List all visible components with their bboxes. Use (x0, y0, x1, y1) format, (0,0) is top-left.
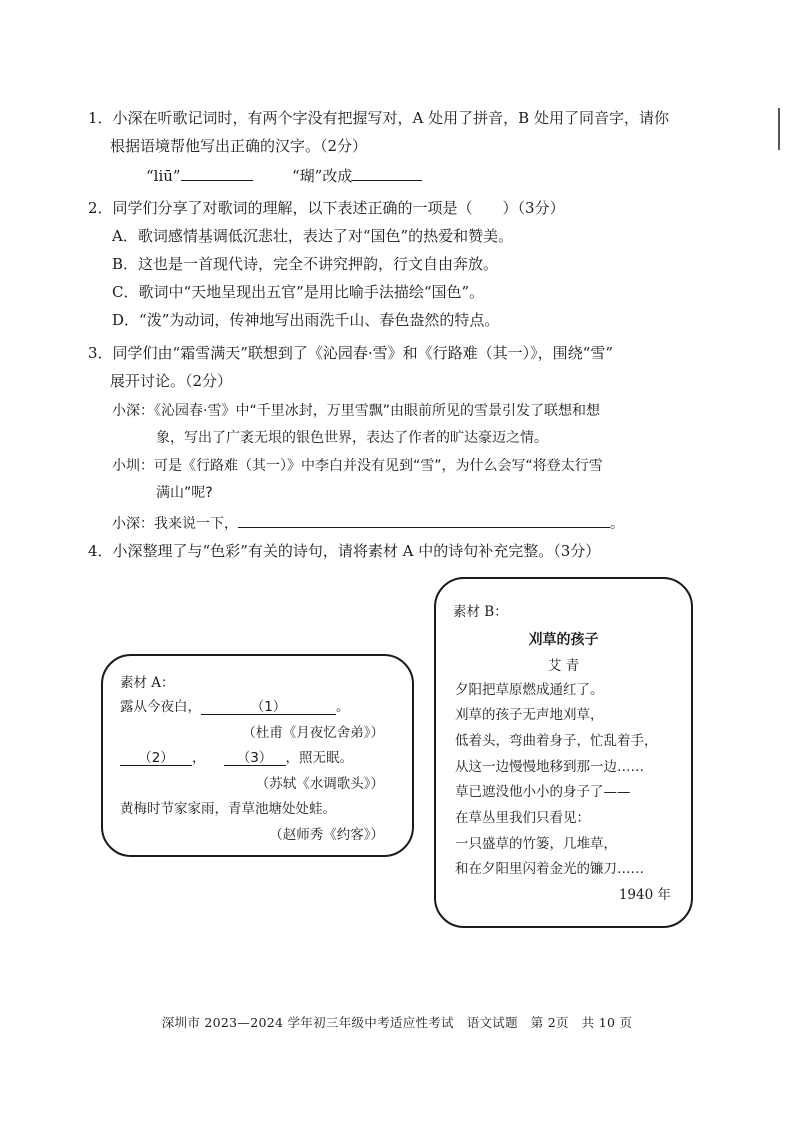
q2-option-c[interactable]: C．歌词中“天地呈现出五官”是用比喻手法描绘“国色”。 (112, 283, 485, 301)
q3-dialog3-suffix: 。 (610, 516, 624, 532)
material-a-line1 (120, 698, 350, 716)
q3-dialog1-line1: 小深：《沁园春·雪》中“千里冰封，万里雪飘”由眼前所见的雪景引发了联想和想 (112, 403, 600, 419)
q3-dialog3 (112, 511, 624, 534)
poem-line-7: 一只盛草的竹篓，几堆草， (455, 836, 617, 852)
q1-item-a (146, 164, 253, 186)
q2-option-a[interactable]: A．歌词感情基调低沉悲壮，表达了对“国色”的热爱和赞美。 (112, 227, 514, 245)
q2-stem: 2．同学们分享了对歌词的理解，以下表述正确的一项是（ ）（3分） (88, 199, 565, 217)
poem-line-2: 刈草的孩子无声地刈草， (455, 707, 604, 723)
poem-line-6: 在草丛里我们只看见： (455, 810, 590, 826)
blank-1-number: （1） (250, 699, 287, 715)
q3-answer-blank[interactable] (238, 511, 610, 528)
material-a-blank-1[interactable] (201, 698, 336, 715)
material-a-source3: （赵师秀《约客》） (269, 827, 384, 843)
q1-item-b (292, 164, 422, 186)
q3-line2: 展开讨论。（2分） (110, 372, 233, 390)
q2-option-d[interactable]: D．“泼”为动词，传神地写出雨洗千山、春色盎然的特点。 (112, 311, 500, 329)
poem-author: 艾 青 (547, 658, 580, 674)
material-a-blank-2[interactable] (120, 749, 192, 766)
material-a-blank-3[interactable] (224, 749, 286, 766)
poem-line-8: 和在夕阳里闪着金光的镰刀…… (455, 861, 644, 877)
page-footer: 深圳市 2023—2024 学年初三年级中考适应性考试 语文试题 第 2页 共 10 页 (161, 1015, 633, 1030)
material-a-line1-suffix: 。 (336, 699, 350, 715)
poem-line-3: 低着头，弯曲着身子，忙乱着手， (455, 733, 658, 749)
poem-date: 1940 年 (618, 887, 671, 903)
material-a-line2-sep: ， (192, 750, 206, 766)
material-a-line2 (120, 749, 353, 767)
poem-line-1: 夕阳把草原燃成通红了。 (455, 682, 604, 698)
q1-item-a-label: “liū” (146, 167, 181, 185)
poem-title: 刈草的孩子 (528, 632, 599, 648)
q1-item-b-label: “瑚”改成 (292, 167, 353, 185)
q1-line1: 1．小深在听歌记词时，有两个字没有把握写对，A 处用了拼音，B 处用了同音字，请你 (88, 109, 669, 127)
material-b-box (434, 577, 693, 928)
material-a-line3: 黄梅时节家家雨，青草池塘处处蛙。 (120, 801, 336, 817)
material-a-line2-suffix: ，照无眠。 (285, 750, 353, 766)
page-edge-mark (778, 108, 780, 150)
q1-answer-a-blank[interactable] (181, 164, 253, 181)
q3-dialog2-line1: 小圳：可是《行路难（其一）》中李白并没有见到“雪”，为什么会写“将登太行雪 (112, 458, 603, 474)
q3-dialog2-line2: 满山”呢? (156, 485, 213, 501)
q3-dialog1-line2: 象，写出了广袤无垠的银色世界，表达了作者的旷达豪迈之情。 (156, 430, 548, 446)
material-a-line1-prefix: 露从今夜白， (120, 699, 201, 715)
material-a-source2: （苏轼《水调歌头》） (255, 776, 384, 792)
material-a-label: 素材 A： (120, 675, 175, 691)
q1-line2: 根据语境帮他写出正确的汉字。（2分） (110, 137, 368, 155)
material-a-box (101, 654, 414, 857)
q4-stem: 4．小深整理了与“色彩”有关的诗句，请将素材 A 中的诗句补充完整。（3分） (88, 542, 601, 560)
material-b-label: 素材 B： (453, 604, 508, 620)
q2-option-b[interactable]: B．这也是一首现代诗，完全不讲究押韵，行文自由奔放。 (112, 255, 499, 273)
material-a-source1: （杜甫《月夜忆舍弟》） (242, 725, 384, 741)
poem-line-4: 从这一边慢慢地移到那一边…… (455, 759, 644, 775)
q3-line1: 3．同学们由“霜雪满天”联想到了《沁园春·雪》和《行路难（其一）》，围绕“雪” (88, 344, 613, 362)
blank-3-number: （3） (236, 750, 273, 766)
q1-answer-b-blank[interactable] (352, 164, 422, 181)
poem-line-5: 草已遮没他小小的身子了—— (455, 784, 631, 800)
blank-2-number: （2） (138, 750, 174, 766)
q3-dialog3-prefix: 小深：我来说一下， (112, 516, 238, 532)
